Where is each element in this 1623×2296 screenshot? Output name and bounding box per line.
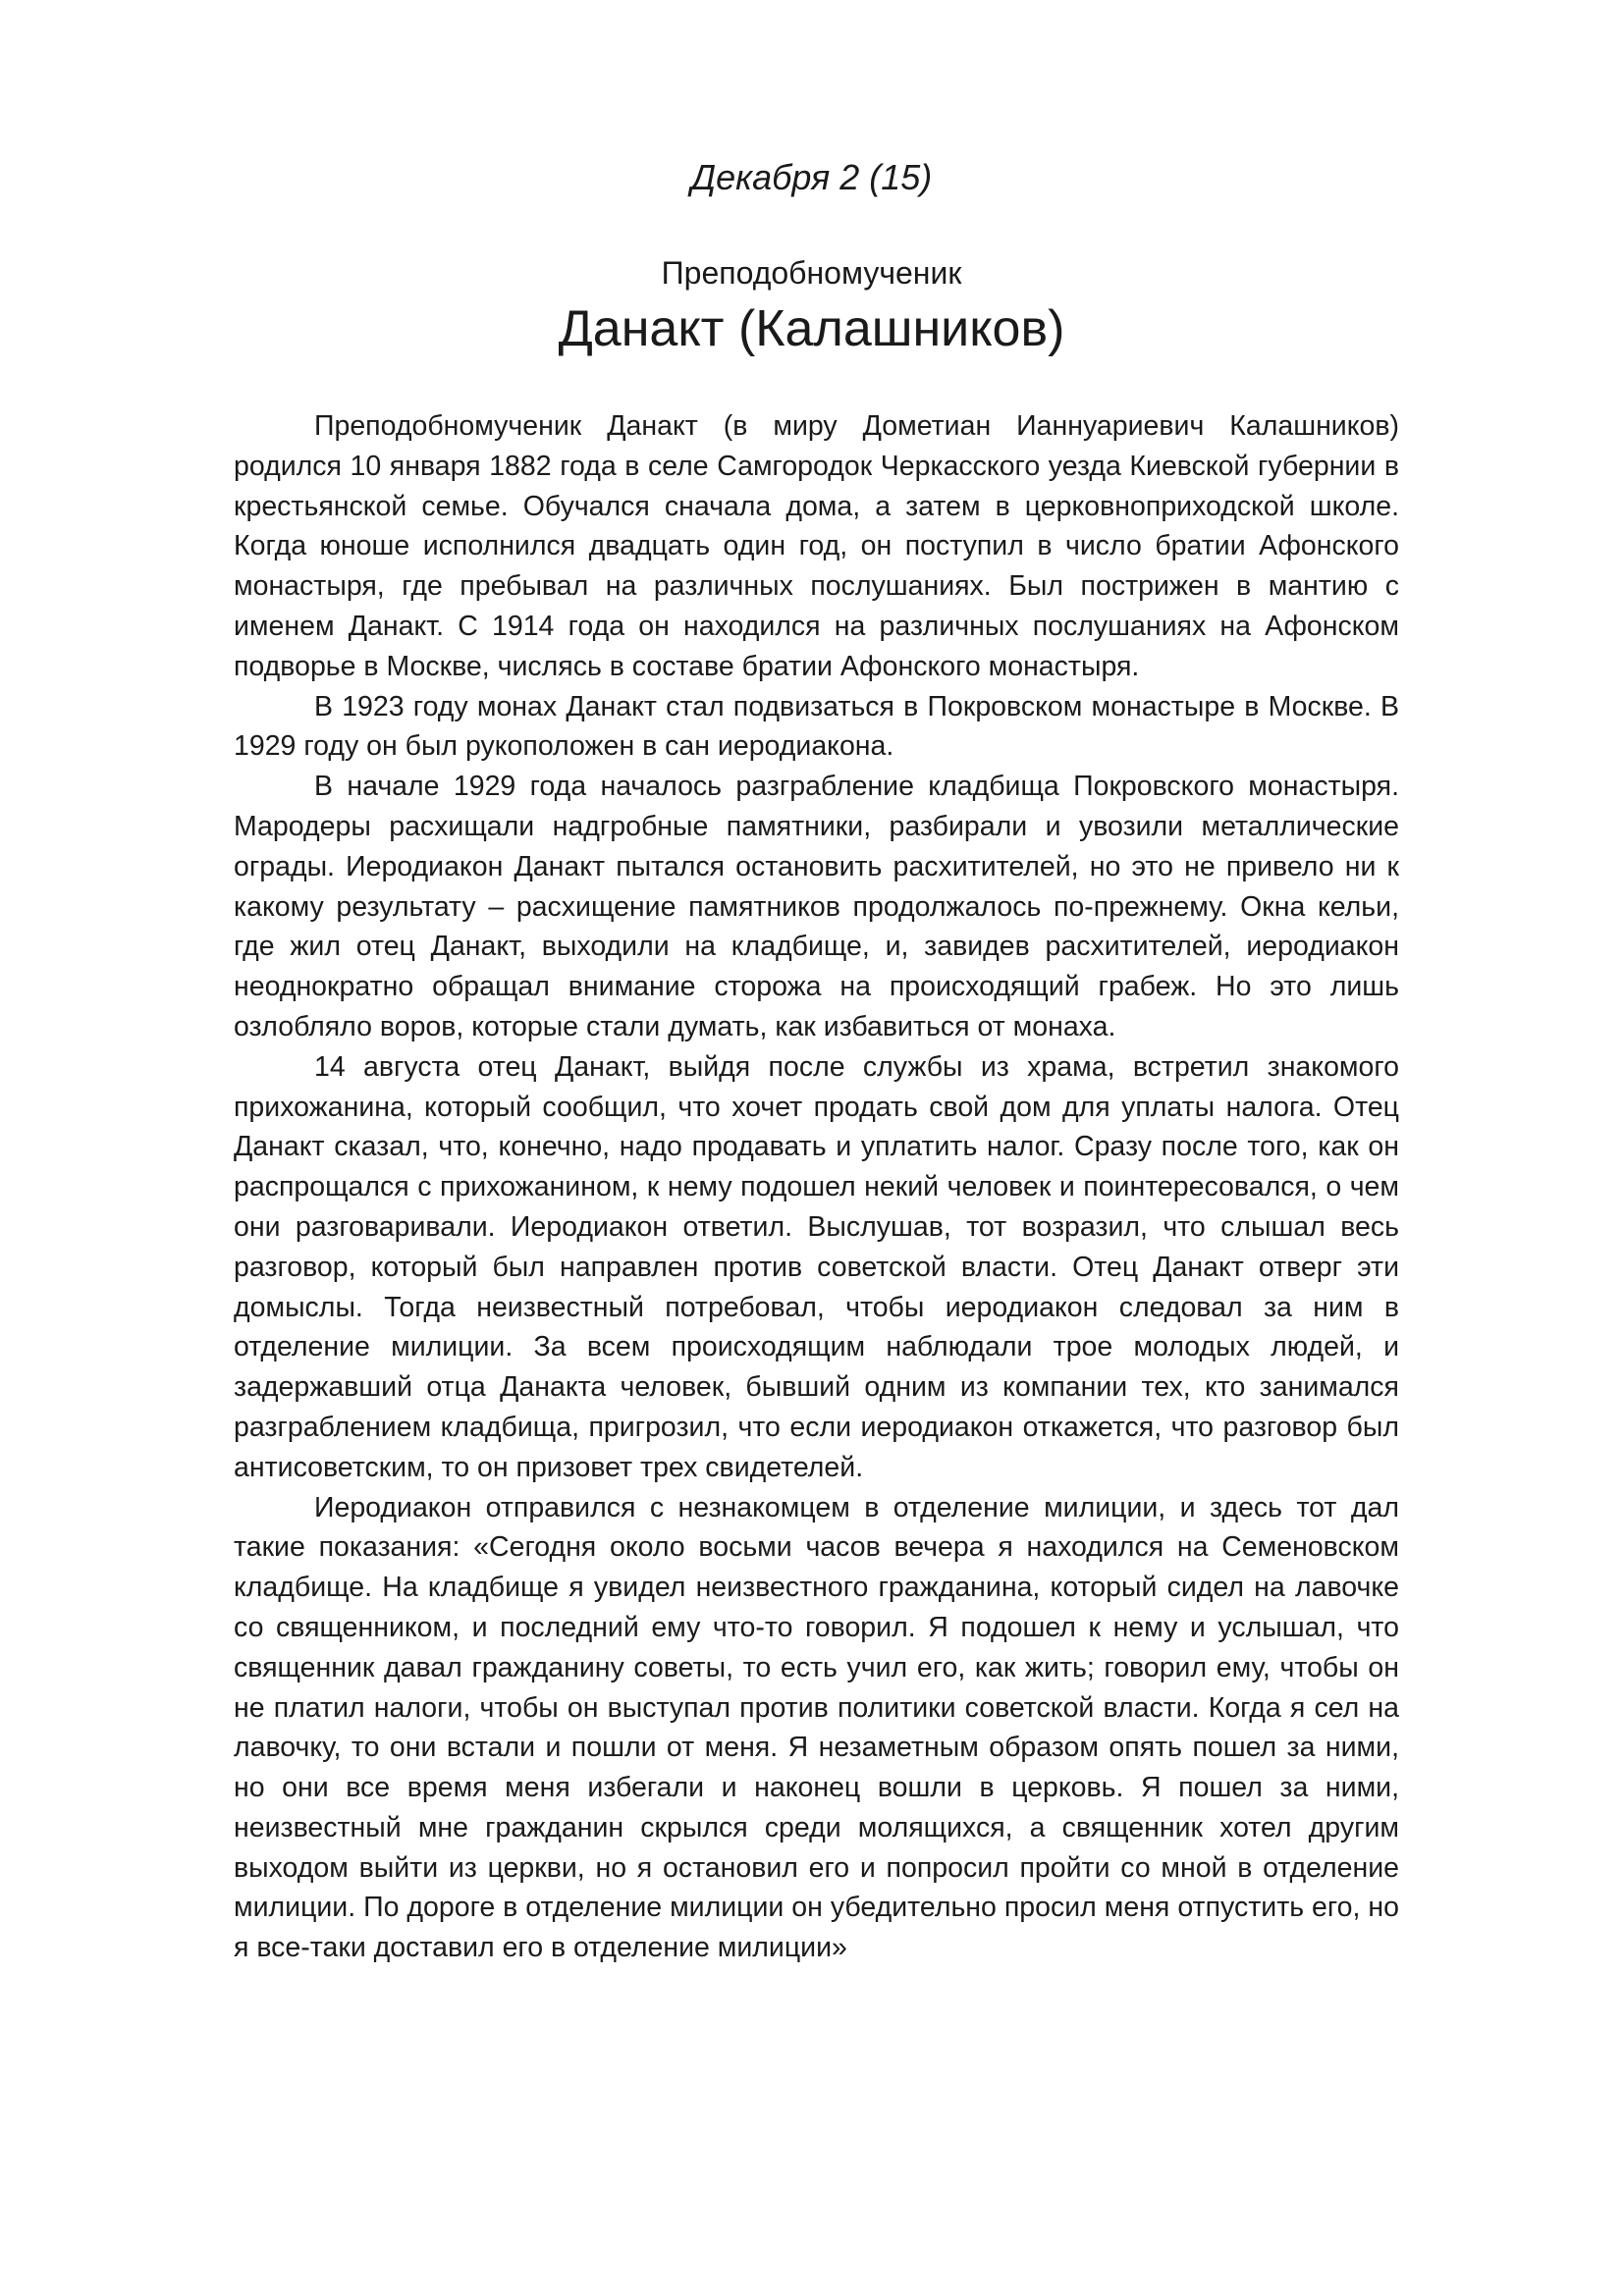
- biography-body: [234, 406, 1399, 1968]
- saint-rank-subtitle: Преподобномученик: [661, 255, 962, 291]
- paragraph-testimony: Иеродиакон отправился с незнакомцем в отделение милиции, и здесь тот дал такие показания: «Сегодня около восьми часов вечера я находился на Семеновском кладбище. На кладбище я увидел неизвестного гражданина, который сидел на лавочке со священником, и последний ему что-то говорил. Я подошел к нему и услышал, что священник давал гражданину советы, то есть учил его, как жить; говорил ему, чтобы он не платил налоги, чтобы он выступал против политики советской власти. Когда я сел на лавочку, то они встали и пошли от меня. Я незаметным образом опять пошел за ними, но они все время меня избегали и наконец вошли в церковь. Я пошел за ними, неизвестный мне гражданин скрылся среди молящихся, а священник хотел другим выходом выйти из церкви, но я остановил его и попросил пройти со мной в отделение милиции. По дороге в отделение милиции он убедительно просил меня отпустить его, но я все-таки доставил его в отделение милиции»: [234, 1491, 1399, 1964]
- paragraph-arrest: 14 августа отец Данакт, выйдя после службы из храма, встретил знакомого прихожанина, который сообщил, что хочет продать свой дом для уплаты налога. Отец Данакт сказал, что, конечно, надо продавать и уплатить налог. Сразу после того, как он распрощался с прихожанином, к нему подошел некий человек и поинтересовался, о чем они разговаривали. Иеродиакон ответил. Выслушав, тот возразил, что слышал весь разговор, который был направлен против советской власти. Отец Данакт отверг эти домыслы. Тогда неизвестный потребовал, чтобы иеродиакон следовал за ним в отделение милиции. За всем происходящим наблюдали трое молодых людей, и задержавший отца Данакта человек, бывший одним из компании тех, кто занимался разграблением кладбища, пригрозил, что если иеродиакон откажется, что разговор был антисоветским, то он призовет трех свидетелей.: [234, 1050, 1399, 1483]
- feast-date-heading: Декабря 2 (15): [690, 157, 933, 197]
- paragraph-cemetery-looting: В начале 1929 года началось разграбление кладбища Покровского монастыря. Мародеры расхищали надгробные памятники, разбирали и увозили металлические ограды. Иеродиакон Данакт пытался остановить расхитителей, но это не привело ни к какому результату – расхищение памятников продолжалось по-прежнему. Окна кельи, где жил отец Данакт, выходили на кладбище, и, завидев расхитителей, иеродиакон неоднократно обращал внимание сторожа на происходящий грабеж. Но это лишь озлобляло воров, которые стали думать, как избавиться от монаха.: [234, 771, 1399, 1042]
- paragraph-early-life: Преподобномученик Данакт (в миру Дометиан Ианнуариевич Калашников) родился 10 января 1882 года в селе Самгородок Черкасского уезда Киевской губернии в крестьянской семье. Обучался сначала дома, а затем в церковноприходской школе. Когда юноше исполнился двадцать один год, он поступил в число братии Афонского монастыря, где пребывал на различных послушаниях. Был пострижен в мантию с именем Данакт. С 1914 года он находился на различных послушаниях на Афонском подворье в Москве, числясь в составе братии Афонского монастыря.: [234, 410, 1399, 682]
- saint-name-title: Данакт (Калашников): [558, 300, 1065, 357]
- paragraph-pokrovsky-monastery: В 1923 году монах Данакт стал подвизаться в Покровском монастыре в Москве. В 1929 году он был рукоположен в сан иеродиакона.: [234, 690, 1399, 763]
